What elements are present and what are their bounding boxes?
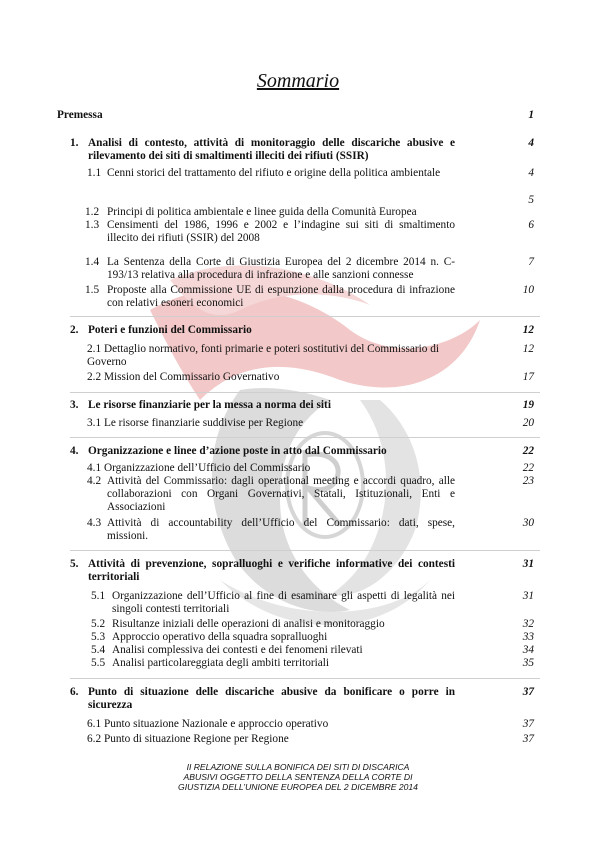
divider: [70, 678, 540, 679]
section-1-num: 1.: [70, 137, 79, 149]
item-4-3-label[interactable]: Attività di accountability dell’Ufficio del Commissario: dati, spese, missioni.: [107, 517, 455, 542]
item-5-4-num: 5.4: [91, 644, 106, 656]
item-5-3-page: 33: [522, 631, 534, 643]
section-3-num: 3.: [70, 399, 79, 411]
item-5-5-page: 35: [522, 657, 534, 669]
item-2-1-label[interactable]: 2.1 Dettaglio normativo, fonti primarie e poteri sostitutivi del Commissario di Governo: [87, 343, 440, 368]
item-1-4-page: 7: [528, 256, 534, 268]
divider: [70, 550, 540, 551]
section-2-num: 2.: [70, 324, 79, 336]
item-5-5-num: 5.5: [91, 657, 106, 669]
item-5-2-page: 32: [522, 618, 534, 630]
item-2-2-page: 17: [522, 371, 534, 383]
item-1-4-label[interactable]: La Sentenza della Corte di Giustizia Europea del 2 dicembre 2014 n. C-193/13 relativa alla procedura di infrazione e alle sanzioni connesse: [107, 256, 455, 281]
item-5-1-label[interactable]: Organizzazione dell’Ufficio al fine di esaminare gli aspetti di legalità nei singoli contesti territoriali: [112, 590, 455, 615]
item-4-3-page: 30: [522, 517, 534, 529]
item-1-4-num: 1.4: [85, 256, 100, 268]
section-4-page: 22: [522, 445, 534, 457]
item-5-4-label[interactable]: Analisi complessiva dei contesti e dei fenomeni rilevati: [112, 644, 363, 656]
divider: [70, 437, 540, 438]
section-1-title[interactable]: Analisi di contesto, attività di monitoraggio delle discariche abusive e rilevamento dei siti di smaltimenti illeciti dei rifiuti (SSIR): [88, 137, 455, 162]
item-4-2-page: 23: [522, 475, 534, 487]
item-2-1-page: 12: [522, 343, 534, 355]
divider: [70, 392, 540, 393]
footer-line: II RELAZIONE SULLA BONIFICA DEI SITI DI DISCARICA: [186, 762, 410, 772]
page-title: Sommario: [256, 70, 340, 92]
divider: [70, 316, 540, 317]
item-4-2-label[interactable]: Attività del Commissario: dagli operational meeting e accordi quadro, alle collaborazioni con Organi Governativi, Statali, Istituzionali, Enti e Associazioni: [107, 475, 455, 513]
item-1-1-num: 1.1: [87, 167, 102, 179]
item-1-2-page: 5: [528, 194, 534, 206]
page-footer: [130, 762, 466, 792]
item-6-2-page: 37: [522, 733, 534, 745]
item-5-3-label[interactable]: Approccio operativo della squadra sopralluoghi: [112, 631, 328, 643]
section-5-title[interactable]: Attività di prevenzione, sopralluoghi e verifiche informative dei contesti territoriali: [88, 558, 455, 583]
item-5-3-num: 5.3: [91, 631, 106, 643]
footer-line: GIUSTIZIA DELL’UNIONE EUROPEA DEL 2 DICEMBRE 2014: [178, 782, 418, 792]
item-1-1-label[interactable]: Cenni storici del trattamento del rifiuto e origine della politica ambientale: [107, 167, 441, 179]
item-1-3-page: 6: [528, 219, 534, 231]
section-4-num: 4.: [70, 445, 79, 457]
section-2-title[interactable]: Poteri e funzioni del Commissario: [88, 324, 252, 336]
item-3-1-page: 20: [522, 417, 534, 429]
item-1-1-page: 4: [528, 167, 534, 179]
premessa-page: 1: [528, 109, 534, 121]
section-1-page: 4: [528, 137, 534, 149]
section-6-title[interactable]: Punto di situazione delle discariche abusive da bonificare o porre in sicurezza: [88, 686, 455, 711]
item-5-5-label[interactable]: Analisi particolareggiata degli ambiti territoriali: [112, 657, 330, 669]
item-6-1-label[interactable]: 6.1 Punto situazione Nazionale e approccio operativo: [87, 718, 329, 730]
item-5-1-num: 5.1: [91, 590, 106, 602]
section-3-page: 19: [522, 399, 534, 411]
item-1-2-label[interactable]: Principi di politica ambientale e linee guida della Comunità Europea: [107, 206, 417, 218]
item-1-5-num: 1.5: [85, 284, 100, 296]
item-2-2-label[interactable]: 2.2 Mission del Commissario Governativo: [87, 371, 280, 383]
item-6-2-label[interactable]: 6.2 Punto di situazione Regione per Regione: [87, 733, 289, 745]
section-4-title[interactable]: Organizzazione e linee d’azione poste in atto dal Commissario: [88, 445, 387, 457]
section-3-title[interactable]: Le risorse finanziarie per la messa a norma dei siti: [88, 399, 331, 411]
item-1-5-label[interactable]: Proposte alla Commissione UE di espunzione dalla procedura di infrazione con relativi esoneri economici: [107, 284, 455, 309]
section-5-num: 5.: [70, 558, 79, 570]
item-4-2-num: 4.2: [87, 475, 102, 487]
item-1-3-label[interactable]: Censimenti del 1986, 1996 e 2002 e l’indagine sui siti di smaltimento illecito dei rifiuti (SSIR) del 2008: [107, 219, 455, 244]
item-1-2-num: 1.2: [85, 206, 100, 218]
item-5-2-label[interactable]: Risultanze iniziali delle operazioni di analisi e monitoraggio: [112, 618, 385, 630]
item-1-5-page: 10: [522, 284, 534, 296]
item-4-3-num: 4.3: [87, 517, 102, 529]
item-3-1-label[interactable]: 3.1 Le risorse finanziarie suddivise per Regione: [87, 417, 304, 429]
item-4-1-page: 22: [522, 462, 534, 474]
item-4-1-label[interactable]: 4.1 Organizzazione dell’Ufficio del Commissario: [87, 462, 311, 474]
section-6-num: 6.: [70, 686, 79, 698]
item-5-1-page: 31: [522, 590, 534, 602]
item-6-1-page: 37: [522, 718, 534, 730]
premessa-label[interactable]: Premessa: [57, 109, 103, 121]
item-5-2-num: 5.2: [91, 618, 106, 630]
section-2-page: 12: [522, 324, 534, 336]
section-5-page: 31: [522, 558, 534, 570]
section-6-page: 37: [522, 686, 534, 698]
footer-line: ABUSIVI OGGETTO DELLA SENTENZA DELLA CORTE DI: [183, 772, 413, 782]
item-5-4-page: 34: [522, 644, 534, 656]
item-1-3-num: 1.3: [85, 219, 100, 231]
